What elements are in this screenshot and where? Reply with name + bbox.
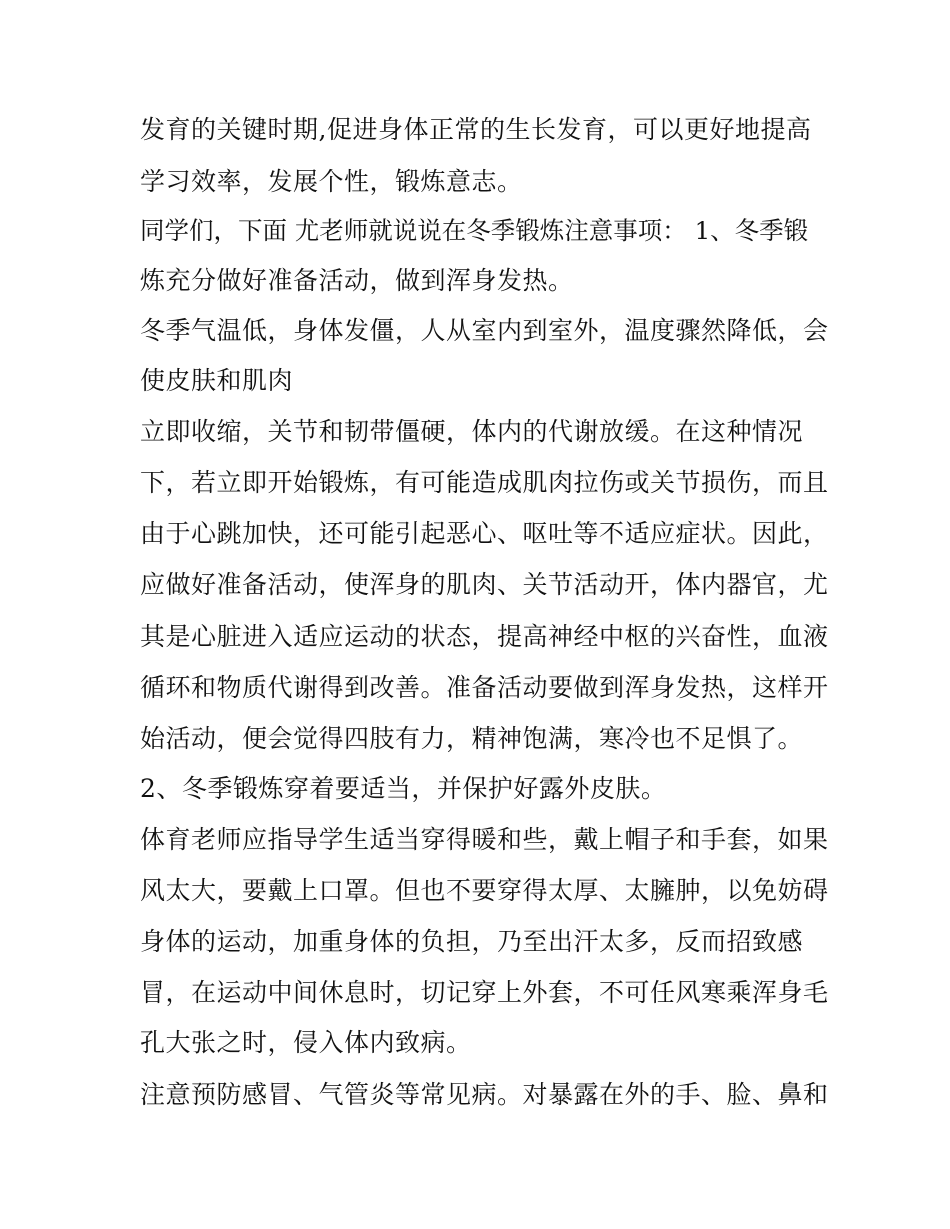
text-line-19: 孔大张之时，侵入体内致病。 <box>140 1028 472 1057</box>
text-line-13: 始活动，便会觉得四肢有力，精神饱满，寒冷也不足惧了。 <box>140 724 804 753</box>
text-line-8: 下，若立即开始锻炼，有可能造成肌肉拉伤或关节损伤，而且 <box>140 468 829 497</box>
text-line-14: 2、冬季锻炼穿着要适当，并保护好露外皮肤。 <box>140 774 667 803</box>
text-line-6: 使皮肤和肌肉 <box>140 366 294 395</box>
text-line-11: 其是心脏进入适应运动的状态，提高神经中枢的兴奋性，血液 <box>140 622 829 651</box>
text-line-20: 注意预防感冒、气管炎等常见病。对暴露在外的手、脸、鼻和 <box>140 1080 829 1109</box>
text-line-5: 冬季气温低，身体发僵，人从室内到室外，温度骤然降低，会 <box>140 316 829 345</box>
text-line-2: 学习效率，发展个性，锻炼意志。 <box>140 167 523 196</box>
text-line-4: 炼充分做好准备活动，做到浑身发热。 <box>140 266 574 295</box>
text-line-17: 身体的运动，加重身体的负担，乃至出汗太多，反而招致感 <box>140 927 804 956</box>
text-line-12: 循环和物质代谢得到改善。准备活动要做到浑身发热，这样开 <box>140 673 829 702</box>
text-line-9: 由于心跳加快，还可能引起恶心、呕吐等不适应症状。因此， <box>140 519 829 548</box>
text-line-3: 同学们，下面 尤老师就说说在冬季锻炼注意事项： 1、冬季锻 <box>140 216 809 245</box>
text-line-18: 冒，在运动中间休息时，切记穿上外套，不可任风寒乘浑身毛 <box>140 978 829 1007</box>
text-line-16: 风太大，要戴上口罩。但也不要穿得太厚、太臃肿，以免妨碍 <box>140 876 829 905</box>
text-line-10: 应做好准备活动，使浑身的肌肉、关节活动开，体内器官，尤 <box>140 570 829 599</box>
text-line-15: 体育老师应指导学生适当穿得暖和些，戴上帽子和手套，如果 <box>140 825 829 854</box>
text-line-1: 发育的关键时期,促进身体正常的生长发育，可以更好地提高 <box>140 115 812 144</box>
text-line-7: 立即收缩，关节和韧带僵硬，体内的代谢放缓。在这种情况 <box>140 417 804 446</box>
